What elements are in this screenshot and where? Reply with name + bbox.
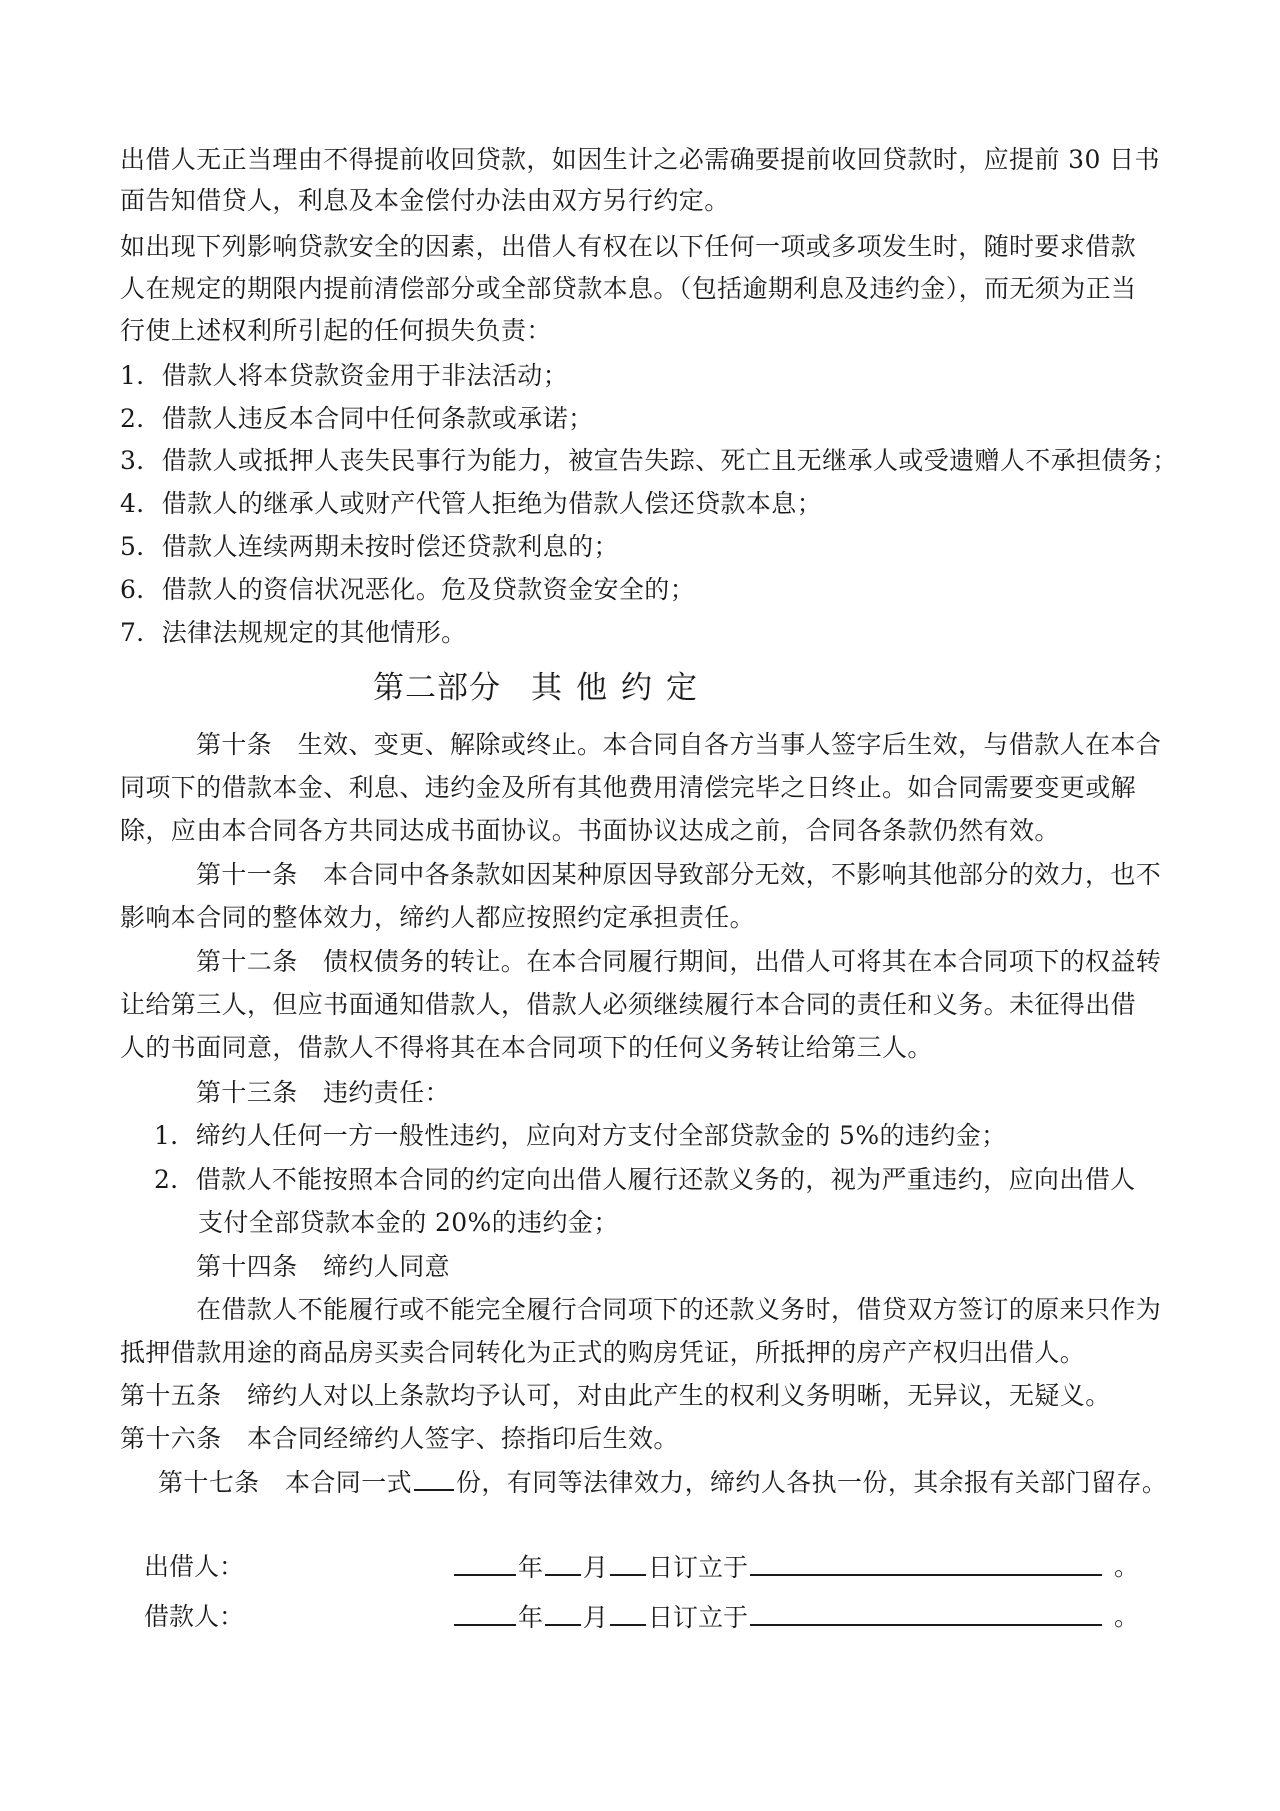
article-17-pre: 第十七条 本合同一式 [158, 1468, 413, 1497]
article-13-heading: 第十三条 违约责任： [196, 1078, 451, 1107]
lender-label: 出借人： [144, 1552, 245, 1581]
article-13-item-1: 1．缔约人任何一方一般性违约，应向对方支付全部贷款金的 5%的违约金； [154, 1121, 1007, 1150]
condition-item: 7．法律法规规定的其他情形。 [120, 618, 467, 647]
article-14-line-1: 在借款人不能履行或不能完全履行合同项下的还款义务时，借贷双方签订的原来只作为 [196, 1295, 1162, 1324]
intro-line-2: 面告知借贷人，利息及本金偿付办法由双方另行约定。 [120, 186, 730, 215]
month-label: 月 [583, 1553, 609, 1582]
article-16: 第十六条 本合同经缔约人签字、捺指印后生效。 [120, 1424, 679, 1453]
condition-item: 3．借款人或抵押人丧失民事行为能力，被宣告失踪、死亡且无继承人或受遗赠人不承担债务； [120, 446, 1178, 475]
lender-line-end: 。 [1114, 1552, 1140, 1581]
condition-item: 2．借款人违反本合同中任何条款或承诺； [120, 404, 594, 433]
article-10-line-1: 第十条 生效、变更、解除或终止。本合同自各方当事人签字后生效，与借款人在本合 [196, 730, 1162, 759]
month-label: 月 [583, 1603, 609, 1632]
article-13-item-2-cont: 支付全部贷款本金的 20%的违约金； [198, 1208, 619, 1237]
condition-item: 1．借款人将本贷款资金用于非法活动； [120, 361, 569, 390]
condition-item: 4．借款人的继承人或财产代管人拒绝为借款人偿还贷款本息； [120, 489, 823, 518]
intro-line-4: 人在规定的期限内提前清偿部分或全部贷款本息。（包括逾期利息及违约金），而无须为正当 [120, 274, 1137, 303]
day-blank[interactable] [610, 1600, 646, 1626]
year-blank[interactable] [454, 1550, 516, 1576]
day-blank[interactable] [610, 1550, 646, 1576]
lender-date-line [452, 1550, 1104, 1585]
article-10-line-3: 除，应由本合同各方共同达成书面协议。书面协议达成之前，合同各条款仍然有效。 [120, 816, 1060, 845]
article-14-line-2: 抵押借款用途的商品房买卖合同转化为正式的购房凭证，所抵押的房产产权归出借人。 [120, 1338, 1086, 1367]
intro-line-3: 如出现下列影响贷款安全的因素，出借人有权在以下任何一项或多项发生时，随时要求借款 [120, 232, 1137, 261]
article-17-post: 份，有同等法律效力，缔约人各执一份，其余报有关部门留存。 [456, 1468, 1168, 1497]
intro-line-1: 出借人无正当理由不得提前收回贷款，如因生计之必需确要提前收回贷款时，应提前 30 日书 [120, 145, 1160, 174]
place-blank[interactable] [750, 1600, 1102, 1626]
article-12-line-2: 让给第三人，但应书面通知借款人，借款人必须继续履行本合同的责任和义务。未征得出借 [120, 990, 1137, 1019]
section-title-part: 第二部分 [373, 670, 501, 706]
condition-item: 6．借款人的资信状况恶化。危及贷款资金安全的； [120, 575, 696, 604]
month-blank[interactable] [545, 1600, 581, 1626]
article-17 [158, 1465, 1167, 1500]
year-label: 年 [518, 1603, 544, 1632]
intro-line-5: 行使上述权利所引起的任何损失负责： [120, 316, 552, 345]
article-11-line-1: 第十一条 本合同中各条款如因某种原因导致部分无效，不影响其他部分的效力，也不 [196, 860, 1162, 889]
article-12-line-3: 人的书面同意，借款人不得将其在本合同项下的任何义务转让给第三人。 [120, 1033, 933, 1062]
article-12-line-1: 第十二条 债权债务的转让。在本合同履行期间，出借人可将其在本合同项下的权益转 [196, 947, 1162, 976]
article-13-item-2: 2．借款人不能按照本合同的约定向出借人履行还款义务的，视为严重违约，应向出借人 [154, 1165, 1136, 1194]
copies-blank[interactable] [414, 1465, 454, 1491]
place-blank[interactable] [750, 1550, 1102, 1576]
borrower-line-end: 。 [1114, 1602, 1140, 1631]
borrower-date-line [452, 1600, 1104, 1635]
article-10-line-2: 同项下的借款本金、利息、违约金及所有其他费用清偿完毕之日终止。如合同需要变更或解 [120, 773, 1137, 802]
condition-item: 5．借款人连续两期未按时偿还贷款利息的； [120, 532, 619, 561]
borrower-label: 借款人： [144, 1602, 245, 1631]
article-14-heading: 第十四条 缔约人同意 [196, 1252, 451, 1281]
section-title [373, 668, 711, 708]
article-15: 第十五条 缔约人对以上条款均予认可，对由此产生的权利义务明晰，无异议，无疑义。 [120, 1381, 1111, 1410]
signed-at-label: 日订立于 [648, 1603, 749, 1632]
year-blank[interactable] [454, 1600, 516, 1626]
section-title-name: 其他约定 [531, 670, 711, 706]
article-11-line-2: 影响本合同的整体效力，缔约人都应按照约定承担责任。 [120, 903, 756, 932]
month-blank[interactable] [545, 1550, 581, 1576]
year-label: 年 [518, 1553, 544, 1582]
signed-at-label: 日订立于 [648, 1553, 749, 1582]
